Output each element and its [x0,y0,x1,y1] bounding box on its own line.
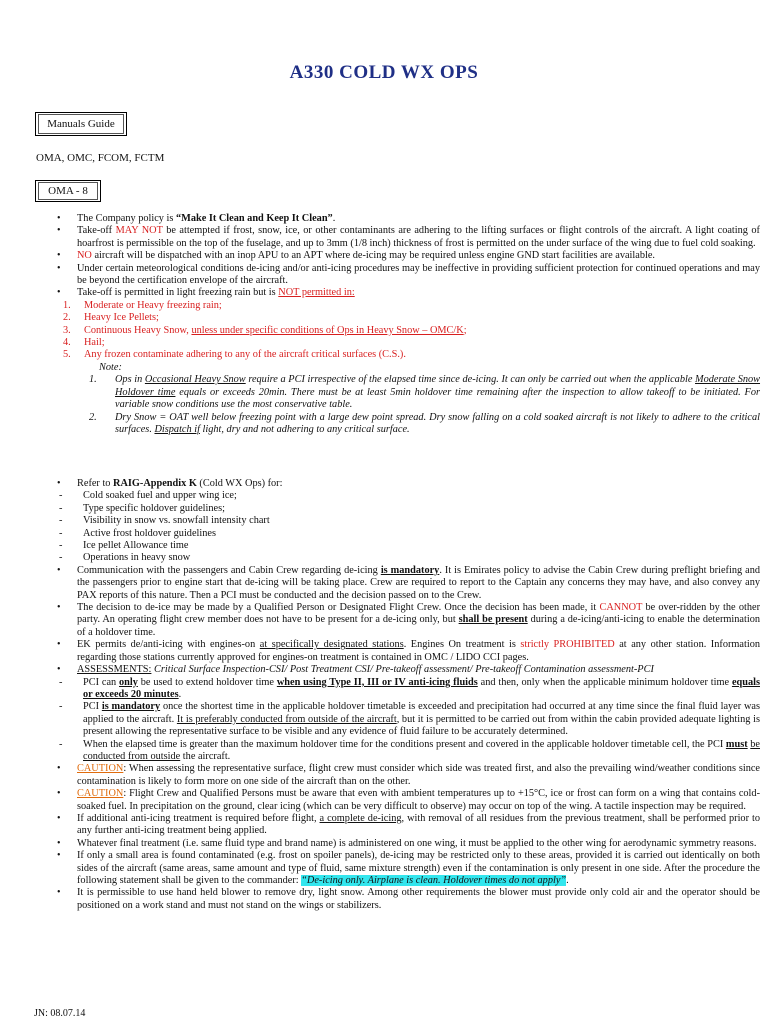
list-item: - Cold soaked fuel and upper wing ice; [55,490,760,502]
list-item: - Ice pellet Allowance time [55,540,760,552]
bullet-decision: • The decision to de-ice may be made by a Qualified Person or Designated Flight Crew. Once the decision has been made, it CANNOT be over-ridden by the other party. An operating flight crew member does not have to be present for a de-icing only, but shall be present during a de-icing/anti-icing to enable the determination of a holdover time. [55,602,760,639]
prohibited-conditions-list [55,300,760,362]
bullet-small-area: • If only a small area is found contaminated (e.g. frost on spoiler panels), de-icing may be restricted only to these areas, provided it is carried out identically on both sides of the aircraft (same areas, same amount and type of fluid, same mixture strength) even if the contamination is only present in one side. After the procedure the following statement shall be given to the commander: “De-icing only. Airplane is clean. Holdover times do not apply”. [55,850,760,887]
manuals-guide-label: Manuals Guide [38,114,124,134]
bullet-freezing-rain: • Take-off is permitted in light freezing rain but is NOT permitted in: [55,287,760,299]
manuals-list: OMA, OMC, FCOM, FCTM [36,152,165,164]
oma-content-top [55,213,760,436]
bullet-takeoff-contaminants: • Take-off MAY NOT be attempted if frost, snow, ice, or other contaminants are adhering to the lifting surfaces or flight controls of the aircraft. A light coating of hoarfrost is permissible on the top of the fuselage, and up to 3mm (1/8 inch) thickness of frost is permitted on the under surface of the wing due to fuel cold soaking. [55,225,760,250]
bullet-meteorological: • Under certain meteorological conditions de-icing and/or anti-icing procedures may be ineffective in providing sufficient protection for continued operations and may be beyond the certification envelope of the aircraft. [55,263,760,288]
bullet-caution-cold-soaked-fuel: • CAUTION: Flight Crew and Qualified Persons must be aware that even with ambient temperatures up to +15°C, ice or frost can form on a wing that contains cold-soaked fuel. In precipitation on the ground, clear icing (which can be very difficult to observe) may occur on top of the wing. A tactile inspection may be required. [55,788,760,813]
list-item: - Type specific holdover guidelines; [55,503,760,515]
oma-section-label: OMA - 8 [38,182,98,200]
bullet-policy: • The Company policy is “Make It Clean and Keep It Clean”. [55,213,760,225]
bullet-symmetry: • Whatever final treatment (i.e. same fluid type and brand name) is administered on one wing, it must be applied to the other wing for aerodynamic symmetry reasons. [55,838,760,850]
notes [55,362,760,436]
bullet-inop-apu: • NO aircraft will be dispatched with an inop APU to an APT where de-icing may be required unless engine GND start facilities are available. [55,250,760,262]
bullet-raig-reference: • Refer to RAIG-Appendix K (Cold WX Ops) for: - Cold soaked fuel and upper wing ice; - Type specific holdover guidelines; - Visibility in snow vs. snowfall intensity chart - Active frost holdover guidelines - Ice pellet Allowance time - Operations in heavy snow [55,478,760,565]
page-title: A330 COLD WX OPS [289,62,479,83]
bullet-hand-held-blower: • It is permissible to use hand held blower to remove dry, light snow. Among other requirements the blower must provide only cold air and the operator should be positioned on a work stand and must not stand on the wings or stabilizers. [55,887,760,912]
oma-content-bottom [55,478,760,912]
list-item: 3. Continuous Heavy Snow, unless under specific conditions of Ops in Heavy Snow – OMC/K; [63,324,467,336]
bullet-additional-anti-icing: • If additional anti-icing treatment is required before flight, a complete de-icing, with removal of all residues from the previous treatment, shall be performed prior to any further anti-icing treatment being applied. [55,813,760,838]
bullet-caution-representative-surface: • CAUTION: When assessing the representative surface, flight crew must consider which side was treated first, and also the prevailing wind/weather conditions since contamination is likely to form more on one side of the aircraft than on the other. [55,763,760,788]
list-item: - Operations in heavy snow [55,552,760,564]
assessments-list [55,677,760,764]
list-item: - PCI can only be used to extend holdover time when using Type II, III or IV anti-icing fluids and then, only when the applicable minimum holdover time equals or exceeds 20 minutes. [55,677,760,702]
bullet-engines-on: • EK permits de/anti-icing with engines-on at specifically designated stations. Engines On treatment is strictly PROHIBITED at any other station. Information regarding those stations currently approved for engines-on treatment is contained in OMC / LIDO CCI pages. [55,639,760,664]
note-heading: Note: [99,361,122,373]
list-item: - PCI is mandatory once the shortest time in the applicable holdover timetable is exceeded and precipitation had occurred at any time since the final fluid layer was applied to the aircraft. It is preferably conducted from outside of the aircraft, but it is permitted to be carried out from within the cabin provided adequate lighting is present allowing the representative surface to be visible and any evidence of fluid failure to be accurately determined. [55,701,760,738]
note-dry-snow: 2. Dry Snow = OAT well below freezing point with a large dew point spread. Dry snow falling on a cold soaked aircraft is not likely to adhere to the critical surfaces. Dispatch if light, dry and not adhering to any critical surface. [89,411,760,435]
footer-date: JN: 08.07.14 [34,1008,86,1019]
list-item: 1. Moderate or Heavy freezing rain; [63,299,222,311]
list-item: 4. Hail; [63,337,105,349]
raig-list [55,490,760,564]
bullet-communication: • Communication with the passengers and Cabin Crew regarding de-icing is mandatory. It is Emirates policy to advise the Cabin Crew during preflight briefing and the passengers prior to engine start that de-icing will be taking place. Crew are required to report to the Captain any concerns they may have, and also convey any PAX reports of this nature. Then a PCI must be conducted and the decision passed on to the Crew. [55,565,760,602]
bullet-assessments: • ASSESSMENTS: Critical Surface Inspection-CSI/ Post Treatment CSI/ Pre-takeoff assessment/ Pre-takeoff Contamination assessment-PCI - PCI can only be used to extend holdover time when using Type II, III or IV anti-icing fluids and then, only when the applicable minimum holdover time equals or exceeds 20 minutes. - PCI is mandatory once the shortest time in the applicable holdover timetable is exceeded and precipitation had occurred at any time since the final fluid layer was applied to the aircraft. It is preferably conducted from outside of the aircraft, but it is permitted to be carried out from within the cabin provided adequate lighting is present allowing the representative surface to be visible and any evidence of fluid failure to be accurately determined. - When the elapsed time is greater than the maximum holdover time for the conditions present and covered in the applicable holdover timetable cell, the PCI must be conducted from outside the aircraft. [55,664,760,763]
list-item: - Active frost holdover guidelines [55,528,760,540]
list-item: 2. Heavy Ice Pellets; [63,312,159,324]
list-item: 5. Any frozen contaminate adhering to any of the aircraft critical surfaces (C.S.). [63,349,406,361]
note-occasional-heavy-snow: 1. Ops in Occasional Heavy Snow require a PCI irrespective of the elapsed time since de-icing. It can only be carried out when the applicable Moderate Snow Holdover time equals or exceeds 20min. There must be at least 5min holdover time remaining after the inspection to allow takeoff to be initiated. For variable snow conditions use the most conservative table. [89,374,761,411]
list-item: - When the elapsed time is greater than the maximum holdover time for the conditions present and covered in the applicable holdover timetable cell, the PCI must be conducted from outside the aircraft. [55,739,760,764]
list-item: - Visibility in snow vs. snowfall intensity chart [55,515,760,527]
